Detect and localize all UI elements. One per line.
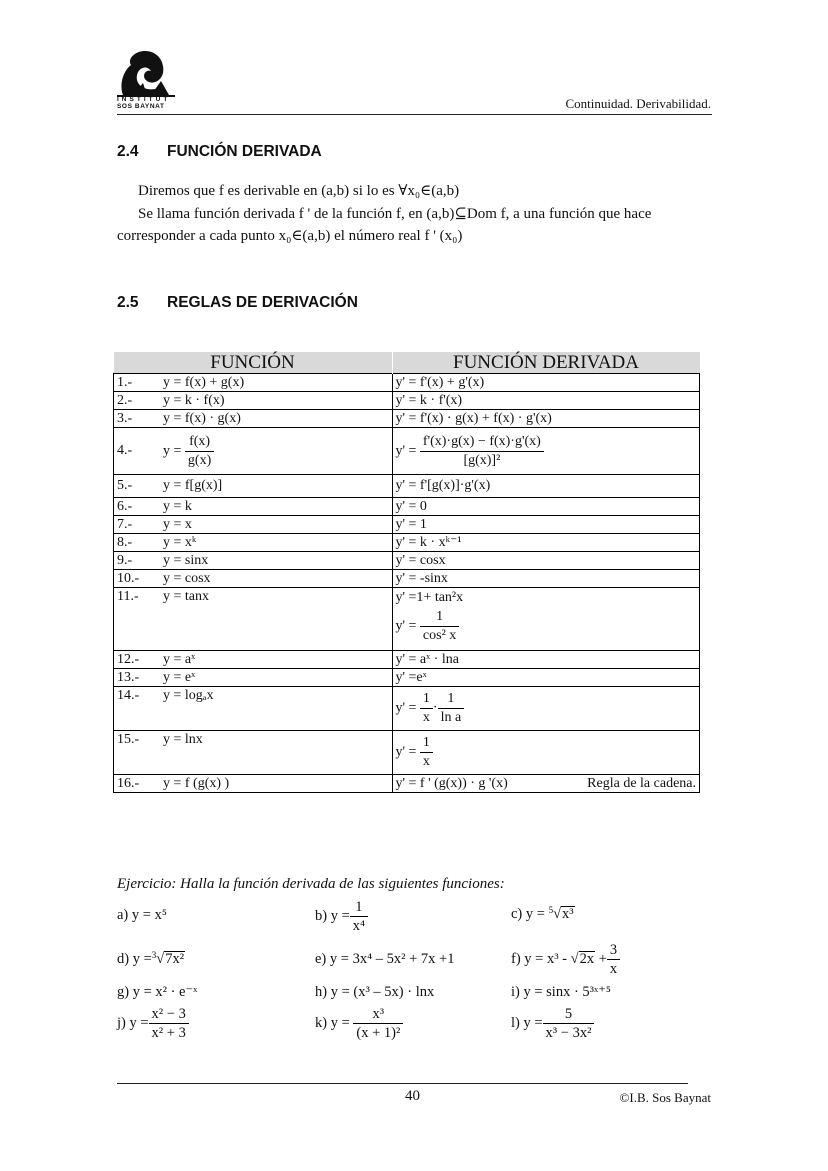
paragraph-definition-cont: corresponder a cada punto x₀∈(a,b) el número real f ' (x₀) <box>117 228 463 244</box>
exercise-a: a) y = x⁵ <box>117 907 167 923</box>
table-row: 7.- y = x y' = 1 <box>114 516 700 534</box>
header-derivative: FUNCIÓN DERIVADA <box>392 352 700 374</box>
table-row: 5.- y = f[g(x)] y' = f'[g(x)]·g'(x) <box>114 475 700 498</box>
exercise-l: l) y = $\frac{5}{\text{x³ − 3x²}}$ <box>511 1005 594 1042</box>
exercise-g: g) y = x² · e⁻ˣ <box>117 984 198 1000</box>
section-heading-2-4: 2.4 FUNCIÓN DERIVADA <box>117 143 322 160</box>
exercise-i: i) y = sinx · 5³ˣ⁺⁵ <box>511 984 611 1000</box>
exercise-k: k) y = $\frac{\text{x³}}{\text{(x + 1)²}}$ <box>315 1005 403 1042</box>
table-row: 12.- y = aˣ y' = aˣ · lna <box>114 651 700 669</box>
table-row: 16.- y = f (g(x) ) y' = f ' (g(x)) · g '(x) Regla de la cadena. <box>114 775 700 793</box>
table-row: 14.- y = logₐx y' = $\frac{1}{x}$ · $\frac{1}{\text{ln a}}$ <box>114 687 700 731</box>
exercise-title: Ejercicio: Halla la función derivada de las siguientes funciones: <box>117 876 505 892</box>
table-row: 8.- y = xᵏ y' = k · xᵏ⁻¹ <box>114 534 700 552</box>
header-divider <box>117 114 712 115</box>
table-header <box>114 352 700 374</box>
derivation-rules-table <box>113 352 700 793</box>
exercise-h: h) y = (x³ – 5x) · lnx <box>315 984 435 1000</box>
table-row: 6.- y = k y' = 0 <box>114 498 700 516</box>
page-number: 40 <box>405 1088 420 1104</box>
footer-divider <box>117 1083 688 1084</box>
header-function: FUNCIÓN <box>114 352 393 374</box>
chain-rule-note: Regla de la cadena. <box>587 776 696 791</box>
exercise-d: d) y =$^3$√7x² <box>117 950 185 967</box>
exercise-e: e) y = 3x⁴ – 5x² + 7x +1 <box>315 951 455 967</box>
table-row: 3.- y = f(x) · g(x) y' = f'(x) · g(x) + f(x) · g'(x) <box>114 410 700 428</box>
exercise-f: f) y = x³ - √2x + $\frac{3}{x}$ <box>511 941 620 978</box>
quotient-fraction: $\frac{f(x)}{g(x)}$ <box>185 433 214 470</box>
exercise-b: b) y = $\frac{1}{\text{x⁴}}$ <box>315 898 368 935</box>
table-row: 1.- y = f(x) + g(x) y' = f'(x) + g'(x) <box>114 374 700 392</box>
paragraph-definition: Se llama función derivada f ' de la función f, en (a,b)⊆Dom f, a una función que hace <box>138 206 652 222</box>
table-row: 2.- y = k · f(x) y' = k · f'(x) <box>114 392 700 410</box>
table-row: 15.- y = lnx y' = $\frac{1}{x}$ <box>114 731 700 775</box>
table-row: 9.- y = sinx y' = cosx <box>114 552 700 570</box>
table-row: 10.- y = cosx y' = -sinx <box>114 570 700 588</box>
table-row: 4.- y = $\frac{f(x)}{g(x)}$ y' = $\frac{f'(x)\cdot g(x) - f(x)\cdot g'(x)}{\text{[g(x)]²}}$ <box>114 428 700 475</box>
table-row: 13.- y = eˣ y' =eˣ <box>114 669 700 687</box>
table-row: 11.- y = tanx y' =1+ tan²x y' = $\frac{1}{\text{cos² x}}$ <box>114 588 700 651</box>
section-heading-2-5: 2.5 REGLAS DE DERIVACIÓN <box>117 294 358 311</box>
exercise-c: c) y = $^5$√x³ <box>511 905 574 922</box>
paragraph-derivable: Diremos que f es derivable en (a,b) si lo es ∀x₀∈(a,b) <box>138 183 460 199</box>
quotient-rule-fraction: $\frac{f'(x)\cdot g(x) - f(x)\cdot g'(x)}{\text{[g(x)]²}}$ <box>420 433 544 470</box>
exercise-j: j) y = $\frac{\text{x² − 3}}{\text{x² + 3}}$ <box>117 1005 189 1042</box>
logo-text: I N S T I T U T SOS BAYNAT <box>117 96 168 110</box>
copyright: ©I.B. Sos Baynat <box>619 1090 711 1105</box>
chapter-title: Continuidad. Derivabilidad. <box>565 96 711 111</box>
